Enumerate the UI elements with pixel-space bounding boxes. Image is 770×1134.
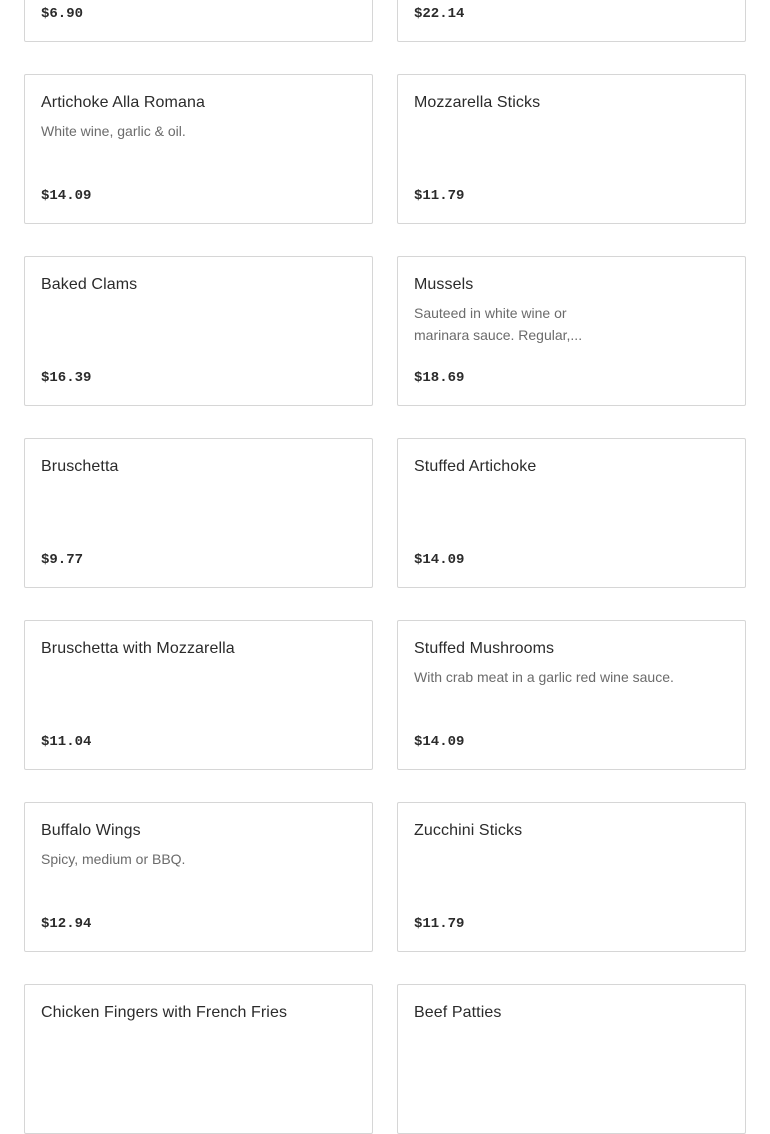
menu-item-name: Bruschetta with Mozzarella	[41, 640, 235, 657]
menu-item-price: $11.04	[41, 734, 92, 750]
menu-item-card[interactable]	[24, 0, 373, 42]
menu-item-description: Sauteed in white wine or marinara sauce. Regular,...	[414, 305, 583, 343]
menu-item-price: $14.09	[41, 188, 92, 204]
menu-item-price: $16.39	[41, 370, 92, 386]
menu-item-card[interactable]	[397, 74, 746, 224]
menu-item-card[interactable]	[24, 802, 373, 952]
menu-item-name: Stuffed Mushrooms	[414, 640, 555, 657]
menu-item-card[interactable]	[397, 256, 746, 406]
menu-item-card[interactable]	[24, 256, 373, 406]
menu-item-description: Spicy, medium or BBQ.	[41, 851, 186, 867]
menu-item-name: Zucchini Sticks	[414, 822, 523, 839]
menu-item-name: Artichoke Alla Romana	[41, 94, 205, 111]
menu-item-card[interactable]	[397, 802, 746, 952]
menu-item-price: $11.79	[414, 916, 465, 932]
menu-item-description: With crab meat in a garlic red wine sauce.	[414, 669, 674, 685]
menu-item-price: $22.14	[414, 6, 465, 22]
menu-item-card[interactable]	[24, 620, 373, 770]
menu-item-name: Mussels	[414, 276, 474, 293]
menu-item-name: Chicken Fingers with French Fries	[41, 1004, 288, 1021]
menu-item-card[interactable]	[397, 438, 746, 588]
menu-item-price: $9.77	[41, 552, 84, 568]
menu-item-grid	[24, 0, 746, 1134]
menu-item-price: $12.94	[41, 916, 92, 932]
menu-item-price: $11.79	[414, 188, 465, 204]
menu-item-card[interactable]	[397, 0, 746, 42]
menu-item-card[interactable]	[397, 984, 746, 1134]
menu-item-price: $14.09	[414, 734, 465, 750]
menu-item-name: Baked Clams	[41, 276, 138, 293]
menu-item-description: White wine, garlic & oil.	[41, 123, 186, 139]
menu-item-card[interactable]	[397, 620, 746, 770]
menu-item-price: $18.69	[414, 370, 465, 386]
menu-item-card[interactable]	[24, 74, 373, 224]
menu-item-card[interactable]	[24, 438, 373, 588]
menu-item-price: $6.90	[41, 6, 84, 22]
menu-item-name: Buffalo Wings	[41, 822, 141, 839]
menu-item-price: $14.09	[414, 552, 465, 568]
menu-item-card[interactable]	[24, 984, 373, 1134]
menu-item-name: Bruschetta	[41, 458, 119, 475]
menu-item-name: Mozzarella Sticks	[414, 94, 541, 111]
menu-item-name: Stuffed Artichoke	[414, 458, 537, 475]
menu-item-name: Beef Patties	[414, 1004, 502, 1021]
